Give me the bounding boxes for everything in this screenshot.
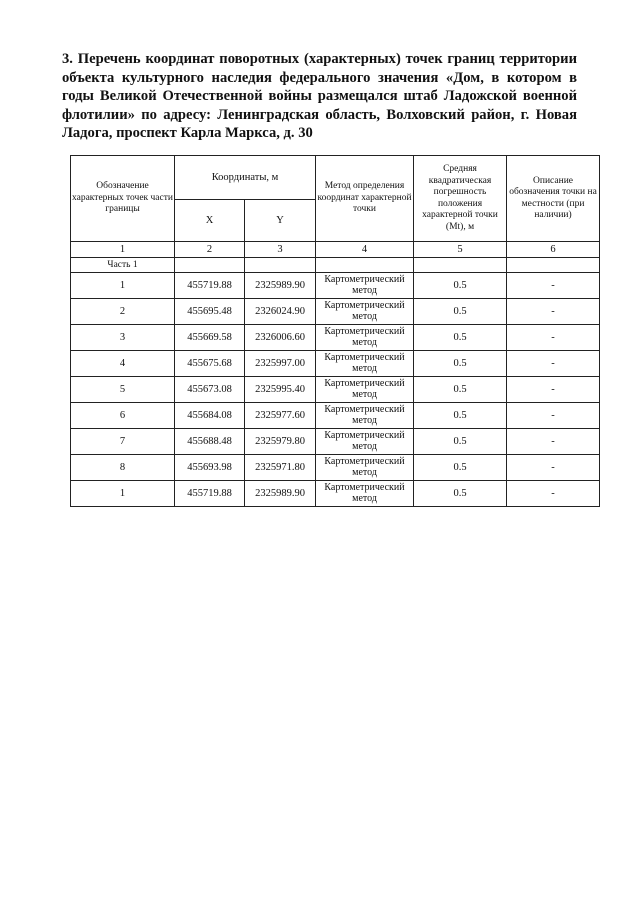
header-designation: Обозначение характерных точек части границы	[71, 156, 175, 242]
error-cell: 0.5	[414, 377, 507, 403]
y-cell: 2325989.90	[245, 481, 316, 507]
table-row	[71, 377, 600, 403]
column-number-row	[71, 242, 600, 258]
part-label: Часть 1	[71, 258, 175, 273]
header-y: Y	[245, 200, 316, 242]
y-cell: 2325979.80	[245, 429, 316, 455]
method-cell: Картометрический метод	[316, 273, 414, 299]
error-cell: 0.5	[414, 481, 507, 507]
point-cell: 2	[71, 299, 175, 325]
description-cell: -	[507, 481, 600, 507]
point-cell: 4	[71, 351, 175, 377]
table-row	[71, 299, 600, 325]
x-cell: 455719.88	[175, 273, 245, 299]
method-cell: Картометрический метод	[316, 481, 414, 507]
header-error: Средняя квадратическая погрешность положения характерной точки (Мt), м	[414, 156, 507, 242]
point-cell: 3	[71, 325, 175, 351]
y-cell: 2326006.60	[245, 325, 316, 351]
x-cell: 455688.48	[175, 429, 245, 455]
description-cell: -	[507, 429, 600, 455]
error-cell: 0.5	[414, 403, 507, 429]
table-row	[71, 481, 600, 507]
coordinates-table	[70, 155, 600, 507]
part-row	[71, 258, 600, 273]
point-cell: 1	[71, 273, 175, 299]
y-cell: 2325977.60	[245, 403, 316, 429]
point-cell: 7	[71, 429, 175, 455]
table-row	[71, 455, 600, 481]
description-cell: -	[507, 455, 600, 481]
column-number: 2	[175, 242, 245, 258]
x-cell: 455675.68	[175, 351, 245, 377]
error-cell: 0.5	[414, 455, 507, 481]
column-number: 1	[71, 242, 175, 258]
method-cell: Картометрический метод	[316, 325, 414, 351]
x-cell: 455684.08	[175, 403, 245, 429]
description-cell: -	[507, 273, 600, 299]
y-cell: 2325995.40	[245, 377, 316, 403]
y-cell: 2325989.90	[245, 273, 316, 299]
point-cell: 6	[71, 403, 175, 429]
table-row	[71, 351, 600, 377]
point-cell: 8	[71, 455, 175, 481]
table-row	[71, 325, 600, 351]
error-cell: 0.5	[414, 351, 507, 377]
table-row	[71, 429, 600, 455]
table-row	[71, 273, 600, 299]
y-cell: 2325971.80	[245, 455, 316, 481]
column-number: 4	[316, 242, 414, 258]
error-cell: 0.5	[414, 325, 507, 351]
header-description: Описание обозначения точки на местности (при наличии)	[507, 156, 600, 242]
description-cell: -	[507, 403, 600, 429]
column-number: 5	[414, 242, 507, 258]
error-cell: 0.5	[414, 429, 507, 455]
x-cell: 455669.58	[175, 325, 245, 351]
section-heading: 3. Перечень координат поворотных (характерных) точек границ территории объекта культурного наследия федерального значения «Дом, в котором в годы Великой Отечественной войны размещался штаб Ладожской военной флотилии» по адресу: Ленинградская область, Волховский район, г. Новая Ладога, проспект Карла Маркса, д. 30	[62, 51, 577, 141]
x-cell: 455719.88	[175, 481, 245, 507]
description-cell: -	[507, 377, 600, 403]
point-cell: 1	[71, 481, 175, 507]
description-cell: -	[507, 325, 600, 351]
method-cell: Картометрический метод	[316, 403, 414, 429]
header-x: X	[175, 200, 245, 242]
description-cell: -	[507, 299, 600, 325]
description-cell: -	[507, 351, 600, 377]
method-cell: Картометрический метод	[316, 377, 414, 403]
x-cell: 455695.48	[175, 299, 245, 325]
x-cell: 455693.98	[175, 455, 245, 481]
table-row	[71, 403, 600, 429]
y-cell: 2326024.90	[245, 299, 316, 325]
error-cell: 0.5	[414, 273, 507, 299]
method-cell: Картометрический метод	[316, 455, 414, 481]
column-number: 6	[507, 242, 600, 258]
error-cell: 0.5	[414, 299, 507, 325]
y-cell: 2325997.00	[245, 351, 316, 377]
point-cell: 5	[71, 377, 175, 403]
method-cell: Картометрический метод	[316, 351, 414, 377]
header-method: Метод определения координат характерной точки	[316, 156, 414, 242]
header-coordinates: Координаты, м	[175, 156, 316, 200]
x-cell: 455673.08	[175, 377, 245, 403]
column-number: 3	[245, 242, 316, 258]
method-cell: Картометрический метод	[316, 429, 414, 455]
method-cell: Картометрический метод	[316, 299, 414, 325]
